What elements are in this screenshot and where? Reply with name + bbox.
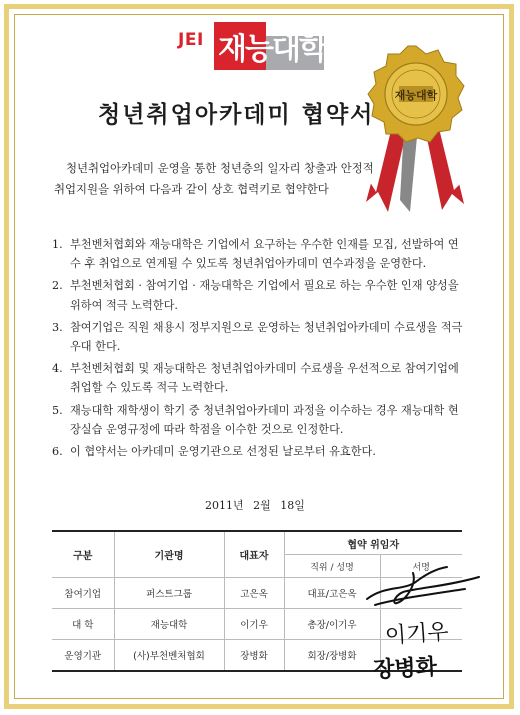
agreement-item: 6. 이 협약서는 아카데미 운영기관으로 선정된 날로부터 유효한다. xyxy=(52,445,376,459)
table-row: 참여기업 퍼스트그룹 고은옥 대표/고은옥 xyxy=(52,578,462,609)
agreement-item: 3. 참여기업은 직원 채용시 정부지원으로 운영하는 청년취업아카데미 수료생을 적극 우대 한다. xyxy=(52,320,463,354)
intro-line-2: 취업지원을 위하여 다음과 같이 상호 협력키로 협약한다 xyxy=(54,182,329,196)
header-org: 기관명 xyxy=(114,531,224,578)
agreement-item: 1. 부천벤처협회와 재능대학은 기업에서 요구하는 우수한 인재를 모집, 선발하여 연수 후 취업으로 연계될 수 있도록 청년취업아카데미 연수과정을 운영한다. xyxy=(52,238,459,271)
intro-line-1: 청년취업아카데미 운영을 통한 청년층의 일자리 창출과 안정적 xyxy=(66,161,374,175)
header-delegate: 협약 위임자 xyxy=(284,531,462,555)
header-category: 구분 xyxy=(52,531,114,578)
agreement-item: 4. 부천벤처협회 및 재능대학은 청년취업아카데미 수료생을 우선적으로 참여기업에 취업할 수 있도록 적극 노력한다. xyxy=(52,362,459,395)
table-row: 운영기관 (사)부천벤처협회 장병화 회장/장병화 xyxy=(52,640,462,672)
header-rep: 대표자 xyxy=(224,531,284,578)
logo-name: 재능대학 xyxy=(218,32,326,67)
signature-3: 장병화 xyxy=(372,653,438,684)
agreement-date: 2011년 2월 18일 xyxy=(205,499,305,512)
header-signature: 서명 xyxy=(380,555,462,578)
table-row: 대 학 재능대학 이기우 총장/이기우 xyxy=(52,609,462,640)
header-position: 직위 / 성명 xyxy=(284,555,380,578)
intro-paragraph xyxy=(54,158,454,200)
handwritten-signatures xyxy=(355,555,485,685)
agreement-item: 5. 재능대학 재학생이 학기 중 청년취업아카데미 과정을 이수하는 경우 재능대학 현장실습 운영규정에 따라 학점을 이수한 것으로 인정한다. xyxy=(52,403,459,436)
agreement-items xyxy=(52,235,464,464)
university-logo xyxy=(178,20,338,72)
document-title: 청년취업아카데미 협약서 xyxy=(98,101,375,128)
agreement-item: 2. 부천벤처협회 · 참여기업 · 재능대학은 기업에서 필요로 하는 우수한 인재 양성을 위하여 적극 노력한다. xyxy=(52,279,459,312)
seal-text: 재능대학 xyxy=(394,89,438,102)
logo-brand: JEI xyxy=(178,30,204,50)
signature-2: 이기우 xyxy=(384,619,450,650)
